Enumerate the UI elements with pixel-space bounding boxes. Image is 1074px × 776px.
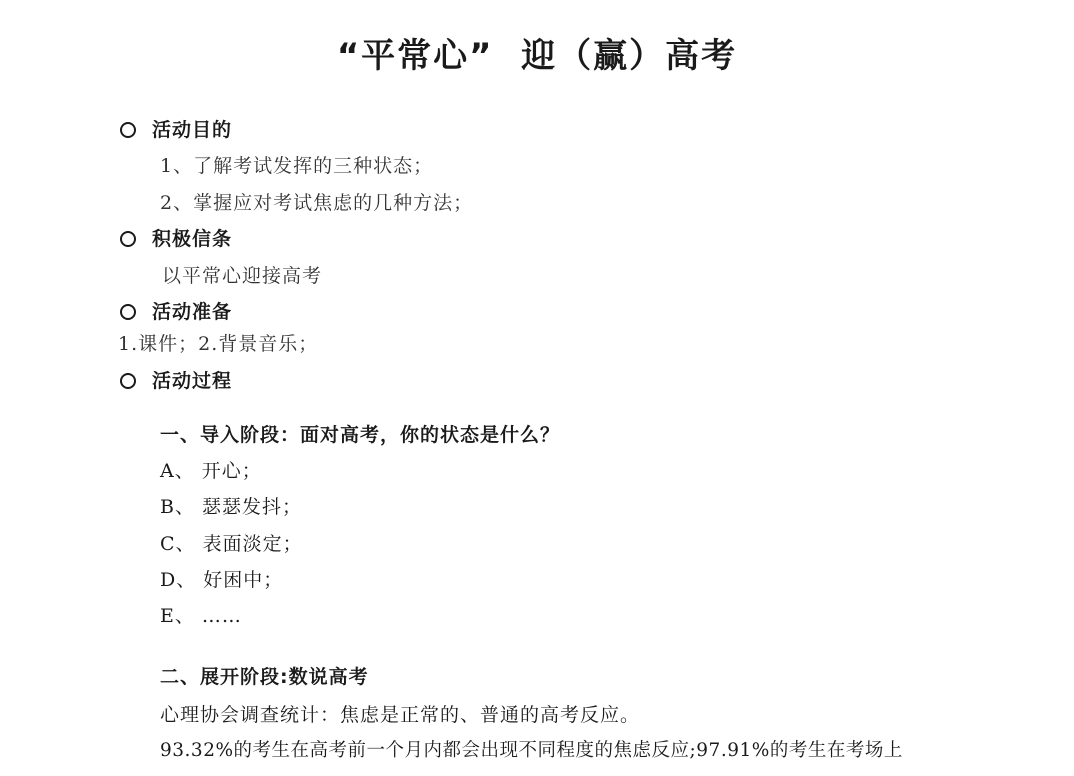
stage1-heading: 一、导入阶段：面对高考，你的状态是什么？ [160, 424, 561, 446]
document-title: “平常心” 迎（赢）高考 [336, 36, 738, 76]
heading-label: 活动目的 [152, 119, 233, 141]
heading-label: 积极信条 [152, 228, 233, 250]
preparation-text: 1.课件；2.背景音乐； [118, 333, 319, 355]
stage1-option-a: A、 开心； [160, 460, 262, 482]
heading-label: 活动准备 [152, 301, 233, 323]
stage1-option-b: B、 瑟瑟发抖； [160, 496, 303, 518]
heading-activity-purpose [120, 118, 232, 142]
stage1-option-c: C、 表面淡定； [160, 533, 303, 555]
purpose-item-1: 1、了解考试发挥的三种状态； [160, 155, 434, 177]
stage1-option-e: E、 …… [160, 605, 242, 627]
heading-activity-process [120, 369, 232, 393]
heading-positive-belief [120, 227, 232, 251]
stage2-heading: 二、展开阶段:数说高考 [160, 666, 369, 688]
hollow-circle-icon [120, 122, 136, 138]
hollow-circle-icon [120, 373, 136, 389]
stage2-line-1: 心理协会调查统计：焦虑是正常的、普通的高考反应。 [160, 704, 641, 726]
belief-text: 以平常心迎接高考 [162, 265, 323, 287]
stage2-line-2: 93.32%的考生在高考前一个月内都会出现不同程度的焦虑反应;97.91%的考生在考场上 [160, 740, 903, 761]
stage1-option-d: D、 好困中； [160, 569, 284, 591]
heading-label: 活动过程 [152, 370, 233, 392]
hollow-circle-icon [120, 231, 136, 247]
hollow-circle-icon [120, 304, 136, 320]
heading-activity-preparation [120, 300, 232, 324]
purpose-item-2: 2、掌握应对考试焦虑的几种方法； [160, 192, 474, 214]
